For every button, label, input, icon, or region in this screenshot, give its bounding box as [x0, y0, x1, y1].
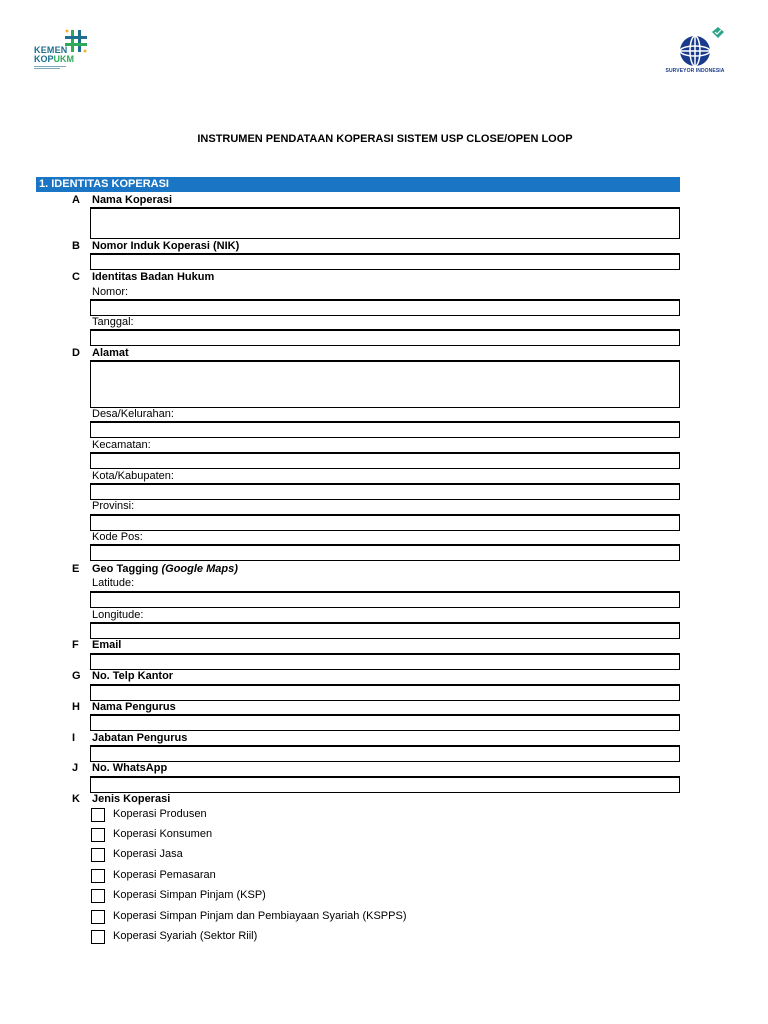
nama-pengurus-input[interactable]	[90, 714, 680, 731]
field-letter-i: I	[72, 732, 76, 744]
field-letter-g: G	[72, 670, 81, 682]
field-letter-k: K	[72, 793, 80, 805]
latitude-input[interactable]	[90, 591, 680, 608]
checkbox-label: Koperasi Produsen	[113, 808, 207, 820]
surveyor-indonesia-caption: SURVEYOR INDONESIA	[665, 68, 725, 74]
kecamatan-input[interactable]	[90, 452, 680, 469]
label-nama-pengurus: Nama Pengurus	[92, 701, 176, 713]
label-nomor: Nomor:	[92, 286, 129, 298]
checkbox-box[interactable]	[91, 808, 105, 822]
nama-koperasi-input[interactable]	[90, 207, 680, 239]
desa-kelurahan-input[interactable]	[90, 421, 680, 438]
label-nik: Nomor Induk Koperasi (NIK)	[92, 240, 240, 252]
jabatan-pengurus-input[interactable]	[90, 745, 680, 762]
tanggal-badan-hukum-input[interactable]	[90, 329, 680, 346]
label-latitude: Latitude:	[92, 577, 135, 589]
nik-input[interactable]	[90, 253, 680, 270]
checkbox-label: Koperasi Pemasaran	[113, 869, 216, 881]
logo-text-kopukm: KOPUKM	[34, 54, 75, 64]
checkbox-box[interactable]	[91, 889, 105, 903]
label-jabatan-pengurus: Jabatan Pengurus	[92, 732, 188, 744]
checkbox-box[interactable]	[91, 930, 105, 944]
label-nama-koperasi: Nama Koperasi	[92, 194, 173, 206]
longitude-input[interactable]	[90, 622, 680, 639]
checkbox-box[interactable]	[91, 828, 105, 842]
section-header-identitas-koperasi: 1. IDENTITAS KOPERASI	[36, 177, 680, 192]
logo-text-kemen: KEMEN	[34, 45, 68, 55]
label-desa-kelurahan: Desa/Kelurahan:	[92, 408, 174, 420]
field-letter-e: E	[72, 563, 80, 575]
label-jenis-koperasi: Jenis Koperasi	[92, 793, 171, 805]
field-letter-c: C	[72, 271, 80, 283]
label-alamat: Alamat	[92, 347, 129, 359]
no-whatsapp-input[interactable]	[90, 776, 680, 793]
checkbox-label: Koperasi Simpan Pinjam dan Pembiayaan Syariah (KSPPS)	[113, 910, 407, 922]
label-provinsi: Provinsi:	[92, 500, 135, 512]
field-letter-b: B	[72, 240, 80, 252]
label-geo-tagging: Geo Tagging (Google Maps)	[92, 563, 238, 575]
checkbox-label: Koperasi Simpan Pinjam (KSP)	[113, 889, 266, 901]
label-no-whatsapp: No. WhatsApp	[92, 762, 168, 774]
kota-kabupaten-input[interactable]	[90, 483, 680, 500]
label-longitude: Longitude:	[92, 609, 144, 621]
field-letter-a: A	[72, 194, 80, 206]
document-title: INSTRUMEN PENDATAAN KOPERASI SISTEM USP CLOSE/OPEN LOOP	[197, 133, 573, 145]
label-kecamatan: Kecamatan:	[92, 439, 151, 451]
label-kota-kabupaten: Kota/Kabupaten:	[92, 470, 174, 482]
checkbox-box[interactable]	[91, 848, 105, 862]
checkbox-label: Koperasi Konsumen	[113, 828, 213, 840]
label-kode-pos: Kode Pos:	[92, 531, 143, 543]
email-input[interactable]	[90, 653, 680, 670]
checkbox-box[interactable]	[91, 910, 105, 924]
checkbox-label: Koperasi Jasa	[113, 848, 183, 860]
label-tanggal: Tanggal:	[92, 316, 134, 328]
provinsi-input[interactable]	[90, 514, 680, 531]
label-email: Email	[92, 639, 122, 651]
surveyor-indonesia-logo	[664, 26, 734, 80]
label-no-telp-kantor: No. Telp Kantor	[92, 670, 174, 682]
nomor-badan-hukum-input[interactable]	[90, 299, 680, 316]
field-letter-f: F	[72, 639, 79, 651]
checkbox-label: Koperasi Syariah (Sektor Riil)	[113, 930, 258, 942]
field-letter-j: J	[72, 762, 79, 774]
field-letter-d: D	[72, 347, 80, 359]
checkbox-box[interactable]	[91, 869, 105, 883]
logo-subtext-lines	[34, 66, 66, 72]
label-identitas-badan-hukum: Identitas Badan Hukum	[92, 271, 215, 283]
surveyor-indonesia-globe-icon	[664, 26, 734, 68]
field-letter-h: H	[72, 701, 80, 713]
alamat-input[interactable]	[90, 360, 680, 408]
no-telp-kantor-input[interactable]	[90, 684, 680, 701]
kemenkopukm-logo	[32, 28, 94, 74]
kode-pos-input[interactable]	[90, 544, 680, 561]
